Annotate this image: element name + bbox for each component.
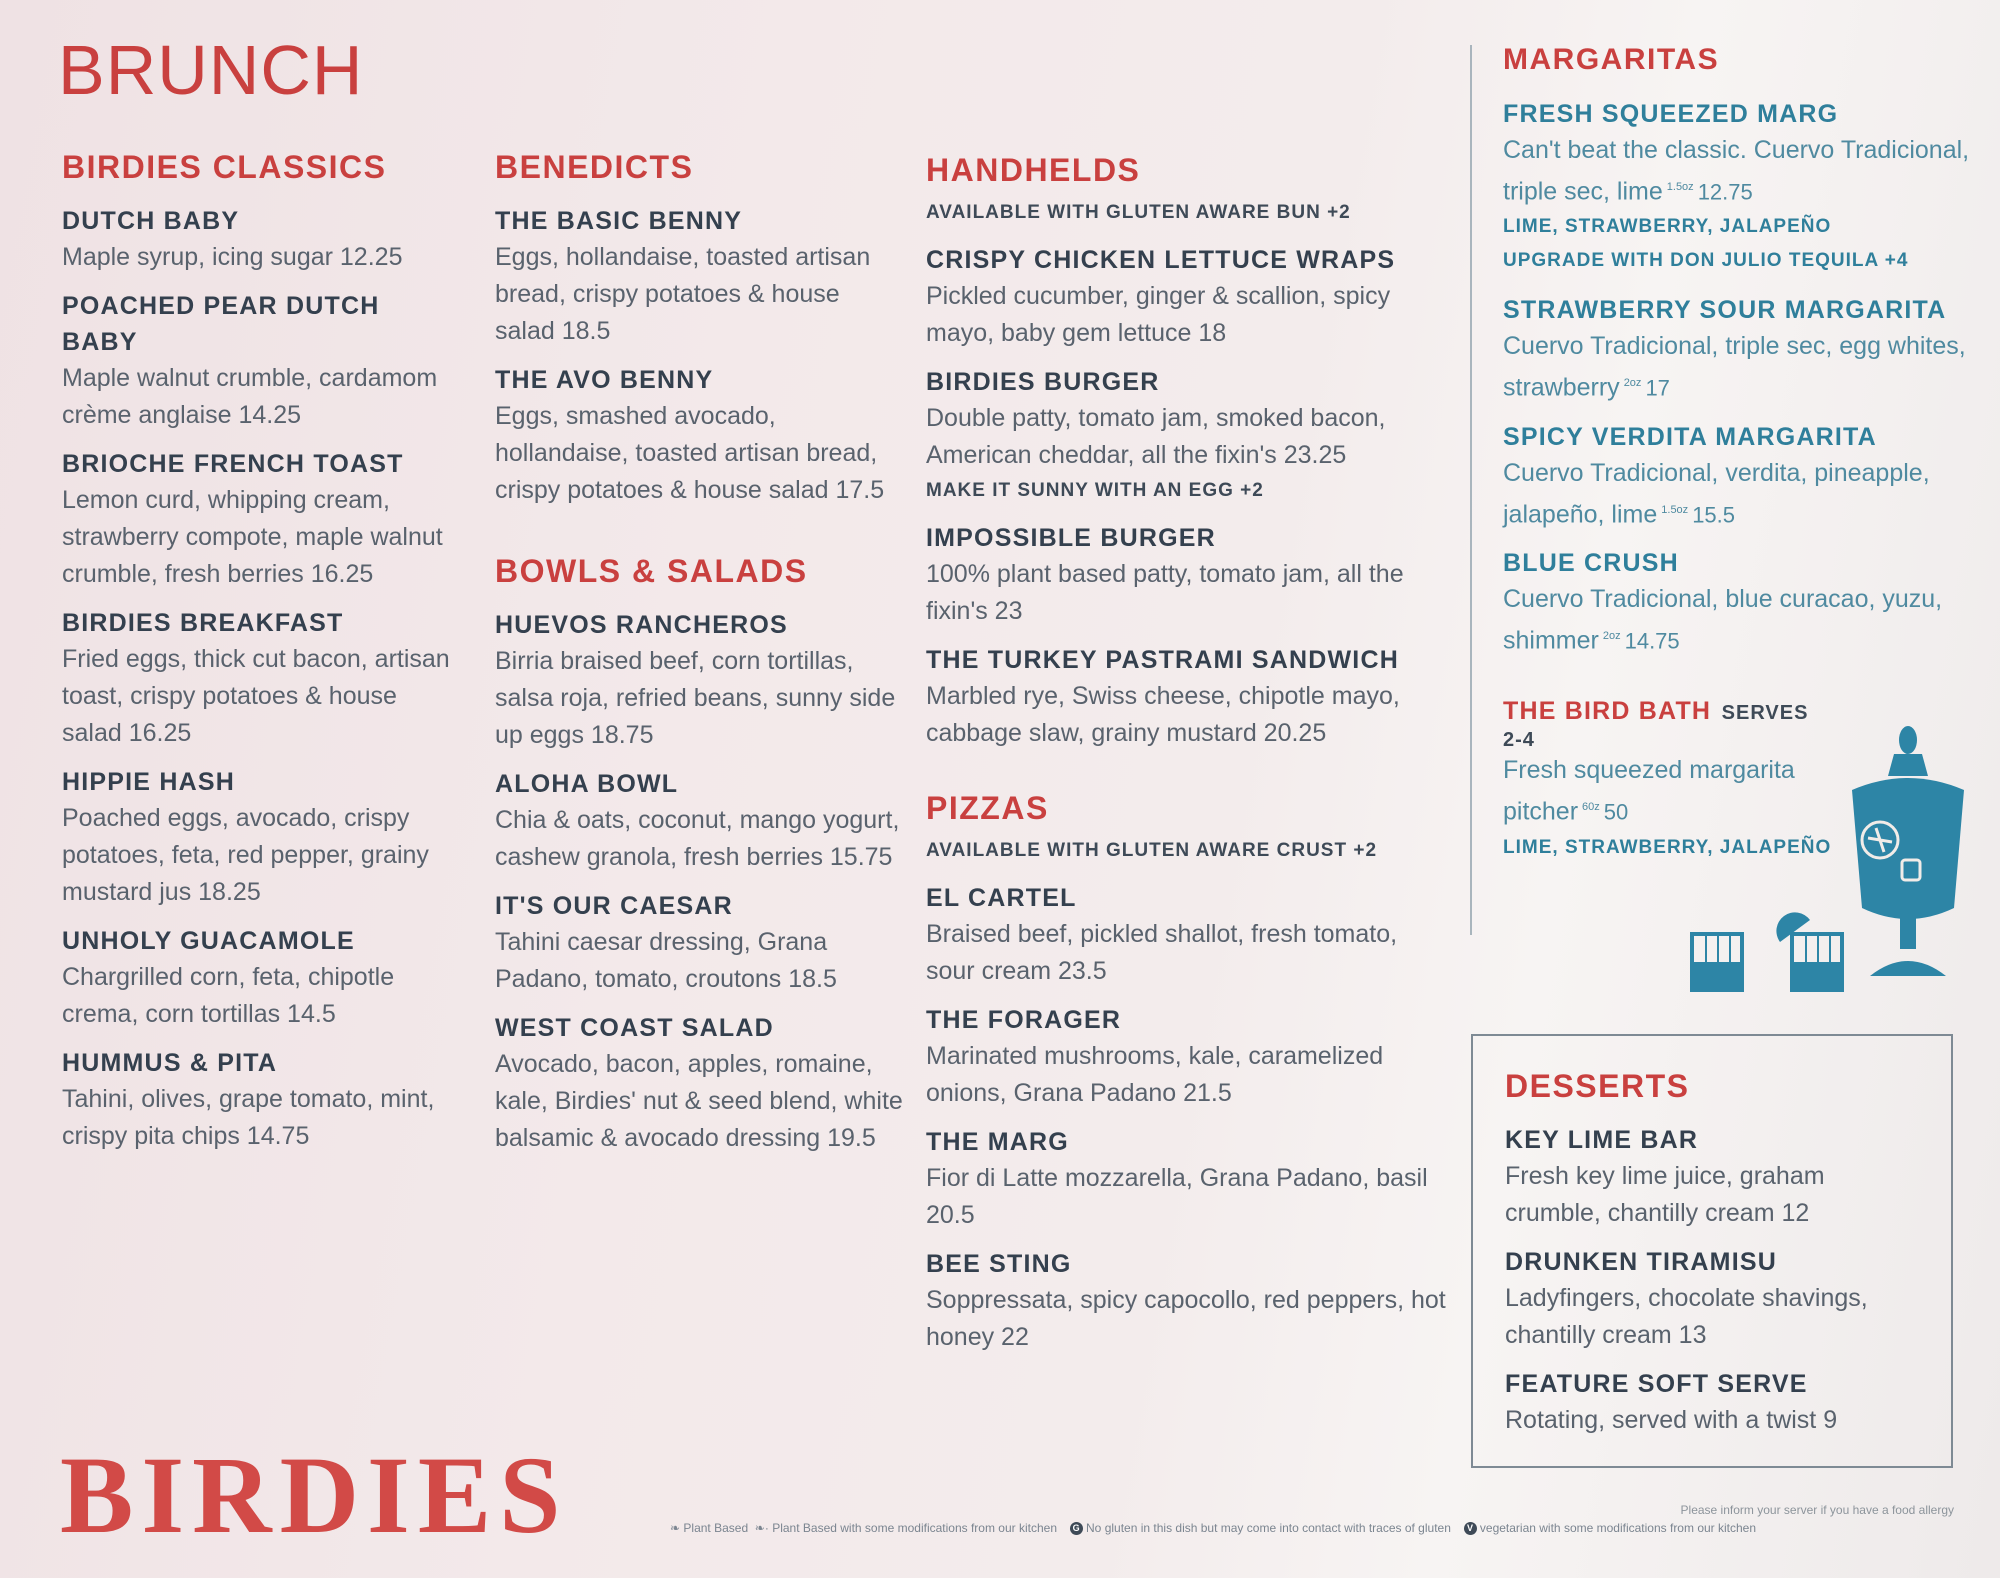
item-desc: Marbled rye, Swiss cheese, chipotle mayo, cabbage slaw, grainy mustard 20.25 [926, 682, 1400, 747]
section-title-bowls: BOWLS & SALADS [495, 553, 808, 589]
vegetarian-icon: V [1464, 1522, 1477, 1535]
glass-right [1776, 912, 1842, 990]
item-name: KEY LIME BAR [1505, 1126, 1699, 1154]
benedicts-column [495, 147, 905, 1169]
item-name: FEATURE SOFT SERVE [1505, 1370, 1808, 1398]
item-desc: Rotating, served with a twist 9 [1505, 1406, 1838, 1434]
item-name: EL CARTEL [926, 884, 1077, 912]
item-name: SPICY VERDITA MARGARITA [1503, 422, 1877, 451]
menu-item [1505, 1244, 1925, 1354]
menu-item [1503, 292, 1973, 406]
menu-item [62, 288, 462, 434]
menu-item [1505, 1366, 1925, 1439]
item-name: CRISPY CHICKEN LETTUCE WRAPS [926, 246, 1396, 274]
menu-item [62, 764, 462, 911]
page-title: BRUNCH [58, 31, 364, 109]
item-desc: Ladyfingers, chocolate shavings, chantilly cream 13 [1505, 1284, 1868, 1349]
legend-veg: vegetarian with some modifications from our kitchen [1479, 1521, 1757, 1535]
item-desc: Chia & oats, coconut, mango yogurt, cashew granola, fresh berries 15.75 [495, 806, 900, 871]
item-desc: Double patty, tomato jam, smoked bacon, American cheddar, all the fixin's 23.25 [926, 404, 1386, 469]
item-option: UPGRADE WITH DON JULIO TEQUILA +4 [1503, 250, 1909, 272]
item-name: WEST COAST SALAD [495, 1014, 774, 1042]
item-price: 17 [1645, 375, 1670, 401]
section-title-desserts: DESSERTS [1505, 1068, 1690, 1104]
item-desc: Eggs, smashed avocado, hollandaise, toasted artisan bread, crispy potatoes & house salad 17.5 [495, 402, 885, 504]
menu-item [495, 888, 905, 998]
item-option: LIME, STRAWBERRY, JALAPEÑO [1503, 216, 1832, 238]
item-desc: Poached eggs, avocado, crispy potatoes, feta, red pepper, grainy mustard jus 18.25 [62, 804, 429, 906]
menu-item [495, 362, 905, 509]
item-name: IMPOSSIBLE BURGER [926, 524, 1216, 552]
item-desc: Marinated mushrooms, kale, caramelized onions, Grana Padano 21.5 [926, 1042, 1384, 1107]
section-title-margaritas: MARGARITAS [1503, 43, 1720, 76]
item-name: POACHED PEAR DUTCH BABY [62, 292, 380, 356]
item-desc [1503, 581, 1973, 659]
item-name: IT'S OUR CAESAR [495, 892, 733, 920]
pour-size: 1.5oz [1661, 503, 1689, 516]
pitcher-illustration [1680, 710, 1980, 1000]
menu-item [1503, 96, 1973, 278]
menu-item [926, 1124, 1446, 1234]
section-title-handhelds: HANDHELDS [926, 152, 1141, 188]
leaf-icon: ❧ [670, 1521, 681, 1535]
section-title-benedicts: BENEDICTS [495, 149, 694, 185]
menu-item [926, 642, 1446, 752]
handhelds-column [926, 150, 1446, 1368]
item-name: HUMMUS & PITA [62, 1049, 278, 1077]
item-desc-text: Cuervo Tradicional, blue curacao, yuzu, shimmer [1503, 584, 1943, 655]
item-desc: Lemon curd, whipping cream, strawberry compote, maple walnut crumble, fresh berries 16.25 [62, 486, 443, 588]
item-desc-text: Cuervo Tradicional, verdita, pineapple, jalapeño, lime [1503, 458, 1930, 528]
item-desc [1503, 328, 1973, 406]
item-desc: Pickled cucumber, ginger & scallion, spicy mayo, baby gem lettuce 18 [926, 282, 1391, 347]
item-name: THE AVO BENNY [495, 366, 714, 394]
pour-size: 1.5oz [1666, 181, 1694, 193]
item-name: THE BIRD BATH [1503, 697, 1712, 726]
classics-column [62, 147, 462, 1167]
dietary-legend [670, 1520, 1955, 1536]
item-name: BIRDIES BURGER [926, 368, 1160, 396]
menu-item [495, 607, 905, 754]
item-desc [1503, 455, 1973, 533]
serves-label: SERVES 2-4 [1503, 702, 1809, 752]
menu-item [926, 364, 1446, 508]
glass-left [1692, 934, 1742, 990]
item-price: 12.75 [1697, 179, 1753, 205]
item-name: ALOHA BOWL [495, 770, 679, 798]
item-desc: Eggs, hollandaise, toasted artisan bread, crispy potatoes & house salad 18.5 [495, 243, 871, 345]
item-desc: Birria braised beef, corn tortillas, salsa roja, refried beans, sunny side up eggs 18.75 [495, 647, 896, 749]
item-name: THE TURKEY PASTRAMI SANDWICH [926, 646, 1399, 674]
item-price: 50 [1603, 799, 1629, 825]
item-name: FRESH SQUEEZED MARG [1503, 100, 1839, 128]
pour-size: 2oz [1602, 629, 1621, 642]
menu-item [1503, 419, 1973, 533]
item-desc: Fresh key lime juice, graham crumble, chantilly cream 12 [1505, 1162, 1825, 1227]
menu-item [926, 1246, 1446, 1356]
item-price: 14.75 [1624, 628, 1680, 654]
menu-item [1503, 545, 1973, 659]
item-name: DUTCH BABY [62, 207, 240, 235]
desserts-column [1505, 1066, 1925, 1451]
item-name: UNHOLY GUACAMOLE [62, 927, 355, 955]
item-desc: Maple walnut crumble, cardamom crème anglaise 14.25 [62, 364, 438, 429]
item-desc: Soppressata, spicy capocollo, red peppers, hot honey 22 [926, 1286, 1446, 1351]
item-option: LIME, STRAWBERRY, JALAPEÑO [1503, 836, 1832, 858]
item-desc-text: Cuervo Tradicional, triple sec, egg whites, strawberry [1503, 332, 1966, 402]
item-desc [1503, 132, 1973, 210]
item-name: HUEVOS RANCHEROS [495, 611, 788, 639]
item-price: 15.5 [1692, 501, 1736, 527]
item-name: DRUNKEN TIRAMISU [1505, 1248, 1777, 1276]
legend-gluten: No gluten in this dish but may come into contact with traces of gluten [1086, 1521, 1451, 1535]
menu-item [62, 203, 462, 276]
item-name: THE MARG [926, 1128, 1069, 1156]
item-name: BRIOCHE FRENCH TOAST [62, 450, 404, 478]
item-desc: Braised beef, pickled shallot, fresh tomato, sour cream 23.5 [926, 920, 1398, 985]
menu-item [62, 1045, 462, 1155]
menu-item [495, 766, 905, 876]
menu-item [926, 1002, 1446, 1112]
desserts-box [1471, 1034, 1953, 1468]
gluten-icon: G [1070, 1522, 1083, 1535]
column-divider [1470, 45, 1472, 935]
legend-plant-mod: Plant Based with some modifications from our kitchen [772, 1521, 1057, 1535]
menu-item [495, 1010, 905, 1157]
menu-item [1505, 1122, 1925, 1232]
leaf-icon: ❧· [754, 1521, 769, 1535]
item-desc-text: Fresh squeezed margarita pitcher [1503, 756, 1795, 826]
menu-item [62, 923, 462, 1033]
item-desc: Avocado, bacon, apples, romaine, kale, Birdies' nut & seed blend, white balsamic & avocado dressing 19.5 [495, 1050, 903, 1152]
item-name: THE BASIC BENNY [495, 207, 743, 235]
pour-size: 60z [1582, 801, 1600, 814]
item-name: THE FORAGER [926, 1006, 1122, 1034]
legend-plant: Plant Based [683, 1521, 749, 1535]
menu-item [926, 880, 1446, 990]
item-desc: Maple syrup, icing sugar 12.25 [62, 243, 403, 271]
item-desc: Fior di Latte mozzarella, Grana Padano, basil 20.5 [926, 1164, 1428, 1229]
menu-item [926, 242, 1446, 352]
item-name: BLUE CRUSH [1503, 548, 1679, 577]
item-desc: Fried eggs, thick cut bacon, artisan toast, crispy potatoes & house salad 16.25 [62, 645, 450, 747]
item-name: HIPPIE HASH [62, 768, 235, 796]
item-desc-text: Can't beat the classic. Cuervo Tradicional, triple sec, lime [1503, 136, 1970, 206]
section-note: AVAILABLE WITH GLUTEN AWARE CRUST +2 [926, 840, 1378, 861]
item-desc: 100% plant based patty, tomato jam, all the fixin's 23 [926, 560, 1404, 625]
allergy-notice: Please inform your server if you have a food allergy [1680, 1503, 1954, 1517]
item-option: MAKE IT SUNNY WITH AN EGG +2 [926, 480, 1264, 501]
pour-size: 2oz [1623, 377, 1642, 390]
menu-item [62, 605, 462, 752]
item-desc: Tahini caesar dressing, Grana Padano, tomato, croutons 18.5 [495, 928, 837, 993]
item-name: BEE STING [926, 1250, 1072, 1278]
item-desc: Tahini, olives, grape tomato, mint, crispy pita chips 14.75 [62, 1085, 435, 1150]
menu-item [62, 446, 462, 593]
section-title-pizzas: PIZZAS [926, 790, 1049, 826]
birdies-logo: BIRDIES [60, 1434, 569, 1556]
menu-item [495, 203, 905, 350]
section-title-classics: BIRDIES CLASSICS [62, 149, 387, 185]
item-name: STRAWBERRY SOUR MARGARITA [1503, 296, 1947, 325]
item-desc: Chargrilled corn, feta, chipotle crema, corn tortillas 14.5 [62, 963, 395, 1028]
item-name: BIRDIES BREAKFAST [62, 609, 344, 637]
section-note: AVAILABLE WITH GLUTEN AWARE BUN +2 [926, 202, 1351, 223]
menu-item [926, 520, 1446, 630]
